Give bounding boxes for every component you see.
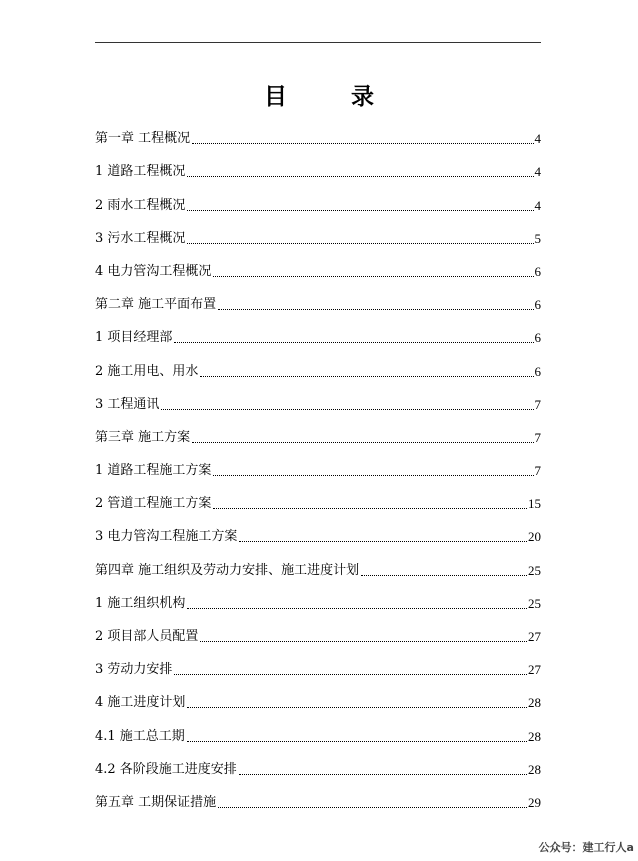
toc-entry[interactable] bbox=[95, 249, 541, 282]
dot-leader bbox=[361, 575, 527, 576]
toc-entry-label: 4.2 各阶段施工进度安排 bbox=[95, 761, 237, 777]
dot-leader bbox=[187, 243, 533, 244]
toc-title: 目 录 bbox=[263, 83, 402, 110]
toc-entry[interactable] bbox=[95, 216, 541, 249]
toc-entry-label: 3 工程通讯 bbox=[95, 396, 160, 412]
toc-entry-label: 1 项目经理部 bbox=[95, 330, 173, 346]
toc-entry-page-number: 25 bbox=[528, 595, 541, 611]
dot-leader bbox=[239, 774, 527, 775]
toc-entry-page-number: 6 bbox=[534, 297, 541, 313]
toc-entry-page-number: 7 bbox=[534, 429, 541, 445]
toc-entry-page-number: 28 bbox=[528, 728, 541, 744]
toc-entry-page-number: 25 bbox=[528, 562, 541, 578]
dot-leader bbox=[174, 342, 533, 343]
dot-leader bbox=[213, 508, 527, 509]
toc-entry-page-number: 28 bbox=[528, 761, 541, 777]
toc-entry[interactable] bbox=[95, 713, 541, 746]
dot-leader bbox=[174, 674, 527, 675]
toc-entry-label: 第五章 工期保证措施 bbox=[95, 794, 217, 810]
toc-entry-page-number: 29 bbox=[528, 794, 541, 810]
dot-leader bbox=[187, 707, 527, 708]
toc-entry-label: 2 雨水工程概况 bbox=[95, 197, 186, 213]
toc-entry-page-number: 7 bbox=[534, 463, 541, 479]
toc-entry-page-number: 4 bbox=[534, 197, 541, 213]
toc-entry-label: 3 电力管沟工程施工方案 bbox=[95, 529, 238, 545]
toc-entry-label: 3 污水工程概况 bbox=[95, 230, 186, 246]
dot-leader bbox=[192, 442, 533, 443]
toc-entry-label: 1 道路工程施工方案 bbox=[95, 463, 212, 479]
toc-entry-label: 第二章 施工平面布置 bbox=[95, 297, 217, 313]
toc-entry[interactable] bbox=[95, 415, 541, 448]
dot-leader bbox=[213, 276, 533, 277]
toc-entry[interactable] bbox=[95, 547, 541, 580]
dot-leader bbox=[161, 409, 533, 410]
dot-leader bbox=[213, 475, 533, 476]
toc-entry-label: 第三章 施工方案 bbox=[95, 429, 191, 445]
dot-leader bbox=[187, 210, 533, 211]
toc-entry-page-number: 15 bbox=[528, 496, 541, 512]
toc-entry-page-number: 20 bbox=[528, 529, 541, 545]
toc-entry[interactable] bbox=[95, 315, 541, 348]
dot-leader bbox=[187, 608, 527, 609]
toc-entry-page-number: 4 bbox=[534, 131, 541, 147]
toc-entry-page-number: 4 bbox=[534, 164, 541, 180]
toc-entry-label: 1 道路工程概况 bbox=[95, 164, 186, 180]
toc-entry-label: 4 电力管沟工程概况 bbox=[95, 263, 212, 279]
toc-entry-label: 第一章 工程概况 bbox=[95, 131, 191, 147]
toc-entry-label: 1 施工组织机构 bbox=[95, 595, 186, 611]
toc-entry-label: 2 施工用电、用水 bbox=[95, 363, 199, 379]
toc-entry[interactable] bbox=[95, 514, 541, 547]
toc-entry-label: 4 施工进度计划 bbox=[95, 695, 186, 711]
header-rule bbox=[95, 42, 541, 43]
toc-entry-label: 2 项目部人员配置 bbox=[95, 629, 199, 644]
toc-entry-page-number: 28 bbox=[528, 695, 541, 711]
table-of-contents bbox=[95, 116, 541, 813]
toc-entry-page-number: 6 bbox=[534, 363, 541, 379]
dot-leader bbox=[218, 807, 527, 808]
toc-entry[interactable] bbox=[95, 116, 541, 149]
toc-entry-page-number: 27 bbox=[528, 629, 541, 644]
dot-leader bbox=[187, 176, 533, 177]
toc-entry[interactable] bbox=[95, 780, 541, 813]
dot-leader bbox=[218, 309, 533, 310]
toc-entry[interactable] bbox=[95, 182, 541, 215]
toc-entry[interactable] bbox=[95, 614, 541, 647]
toc-entry-page-number: 27 bbox=[528, 662, 541, 678]
toc-entry-label: 3 劳动力安排 bbox=[95, 662, 173, 678]
toc-entry-label: 第四章 施工组织及劳动力安排、施工进度计划 bbox=[95, 562, 360, 578]
toc-entry[interactable] bbox=[95, 348, 541, 381]
dot-leader bbox=[187, 741, 527, 742]
toc-entry-page-number: 7 bbox=[534, 396, 541, 412]
toc-entry[interactable] bbox=[95, 282, 541, 315]
toc-entry[interactable] bbox=[95, 448, 541, 481]
toc-entry-page-number: 6 bbox=[534, 263, 541, 279]
toc-entry-label: 2 管道工程施工方案 bbox=[95, 496, 212, 512]
toc-entry-label: 4.1 施工总工期 bbox=[95, 728, 185, 744]
toc-entry-page-number: 6 bbox=[534, 330, 541, 346]
toc-entry[interactable] bbox=[95, 382, 541, 415]
toc-entry-page-number: 5 bbox=[534, 230, 541, 246]
dot-leader bbox=[192, 143, 533, 144]
dot-leader bbox=[200, 641, 527, 642]
toc-entry[interactable] bbox=[95, 581, 541, 614]
toc-entry[interactable] bbox=[95, 149, 541, 182]
toc-entry[interactable] bbox=[95, 747, 541, 780]
toc-entry[interactable] bbox=[95, 481, 541, 514]
dot-leader bbox=[239, 541, 527, 542]
watermark: 公众号：建工行人a bbox=[538, 841, 634, 854]
dot-leader bbox=[200, 376, 533, 377]
toc-entry[interactable] bbox=[95, 647, 541, 680]
toc-entry[interactable] bbox=[95, 680, 541, 713]
